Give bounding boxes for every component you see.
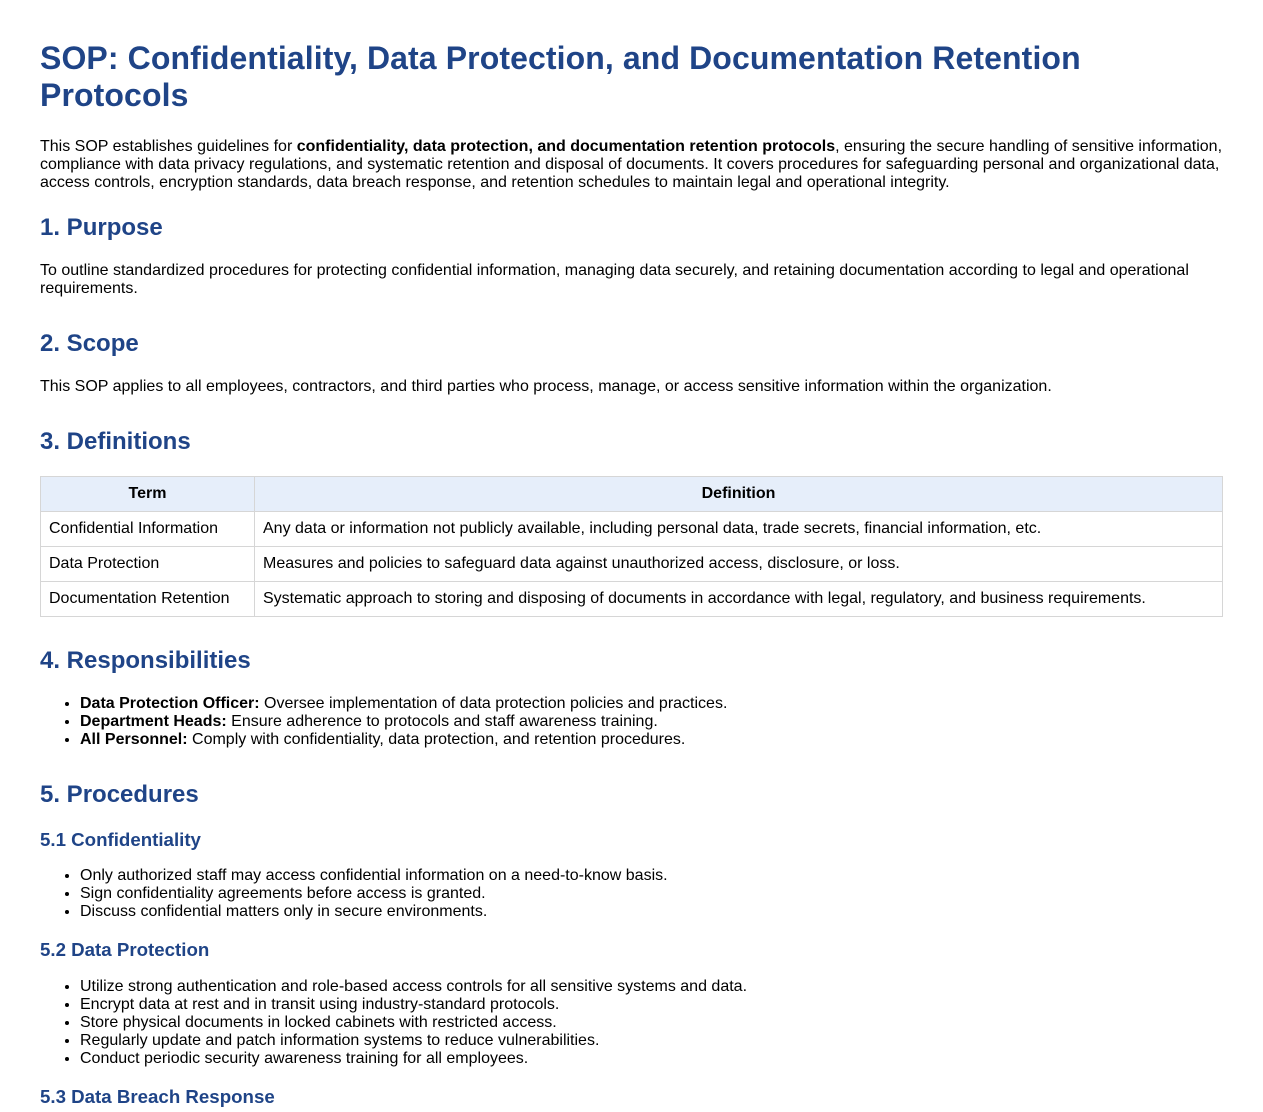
term-cell: Data Protection	[41, 547, 255, 582]
role-label: Department Heads:	[80, 713, 227, 730]
list-item: • Only authorized staff may access confidential information on a need-to-know basis.	[80, 867, 1223, 885]
responsibilities-list	[40, 695, 1223, 749]
role-label: Data Protection Officer:	[80, 695, 260, 712]
page-title: SOP: Confidentiality, Data Protection, and Documentation Retention Protocols	[40, 40, 1081, 113]
data-protection-subheading: 5.2 Data Protection	[40, 939, 210, 960]
list-item	[80, 731, 1223, 749]
column-header-definition: Definition	[255, 477, 1223, 512]
table-row	[41, 512, 1223, 547]
purpose-heading: 1. Purpose	[40, 214, 163, 241]
role-text: Comply with confidentiality, data protection, and retention procedures.	[187, 731, 686, 748]
scope-heading: 2. Scope	[40, 330, 139, 357]
table-row	[41, 582, 1223, 617]
scope-text: This SOP applies to all employees, contractors, and third parties who process, manage, or access sensitive information within the organization.	[40, 378, 1052, 395]
term-cell: Documentation Retention	[41, 582, 255, 617]
breach-response-subheading: 5.3 Data Breach Response	[40, 1086, 275, 1107]
responsibilities-heading: 4. Responsibilities	[40, 647, 251, 674]
definitions-table	[40, 476, 1223, 617]
intro-text-start: This SOP establishes guidelines for	[40, 138, 297, 155]
intro-paragraph	[40, 138, 1223, 192]
table-row	[41, 547, 1223, 582]
intro-text-end: , ensuring the secure handling of sensitive information, compliance with data privacy regulations, and systematic retention and disposal of documents. It covers procedures for safeguarding personal and organizational data, access controls, encryption standards, data breach response, and retention schedules to maintain legal and operational integrity.	[40, 138, 1223, 191]
definition-cell: Any data or information not publicly available, including personal data, trade secrets, financial information, etc.	[255, 512, 1223, 547]
definitions-heading: 3. Definitions	[40, 428, 191, 455]
table-header-row	[41, 477, 1223, 512]
procedures-heading: 5. Procedures	[40, 781, 199, 808]
role-text: Oversee implementation of data protection policies and practices.	[259, 695, 728, 712]
term-cell: Confidential Information	[41, 512, 255, 547]
column-header-term: Term	[41, 477, 255, 512]
confidentiality-subheading: 5.1 Confidentiality	[40, 829, 201, 850]
list-item: • Conduct periodic security awareness training for all employees.	[80, 1050, 1223, 1068]
list-item: • Store physical documents in locked cabinets with restricted access.	[80, 1014, 1223, 1032]
confidentiality-list	[40, 867, 1223, 921]
role-text: Ensure adherence to protocols and staff awareness training.	[226, 713, 658, 730]
intro-text-bold: confidentiality, data protection, and documentation retention protocols	[296, 138, 836, 155]
data-protection-list	[40, 978, 1223, 1068]
list-item: • Discuss confidential matters only in secure environments.	[80, 903, 1223, 921]
list-item: • Sign confidentiality agreements before access is granted.	[80, 885, 1223, 903]
list-item	[80, 713, 1223, 731]
list-item	[80, 695, 1223, 713]
list-item: • Regularly update and patch information systems to reduce vulnerabilities.	[80, 1032, 1223, 1050]
role-label: All Personnel:	[80, 731, 188, 748]
definition-cell: Systematic approach to storing and disposing of documents in accordance with legal, regulatory, and business requirements.	[255, 582, 1223, 617]
list-item: • Encrypt data at rest and in transit using industry-standard protocols.	[80, 996, 1223, 1014]
purpose-text: To outline standardized procedures for protecting confidential information, managing data securely, and retaining documentation according to legal and operational requirements.	[40, 262, 1189, 297]
list-item: • Utilize strong authentication and role-based access controls for all sensitive systems and data.	[80, 978, 1223, 996]
definition-cell: Measures and policies to safeguard data against unauthorized access, disclosure, or loss.	[255, 547, 1223, 582]
